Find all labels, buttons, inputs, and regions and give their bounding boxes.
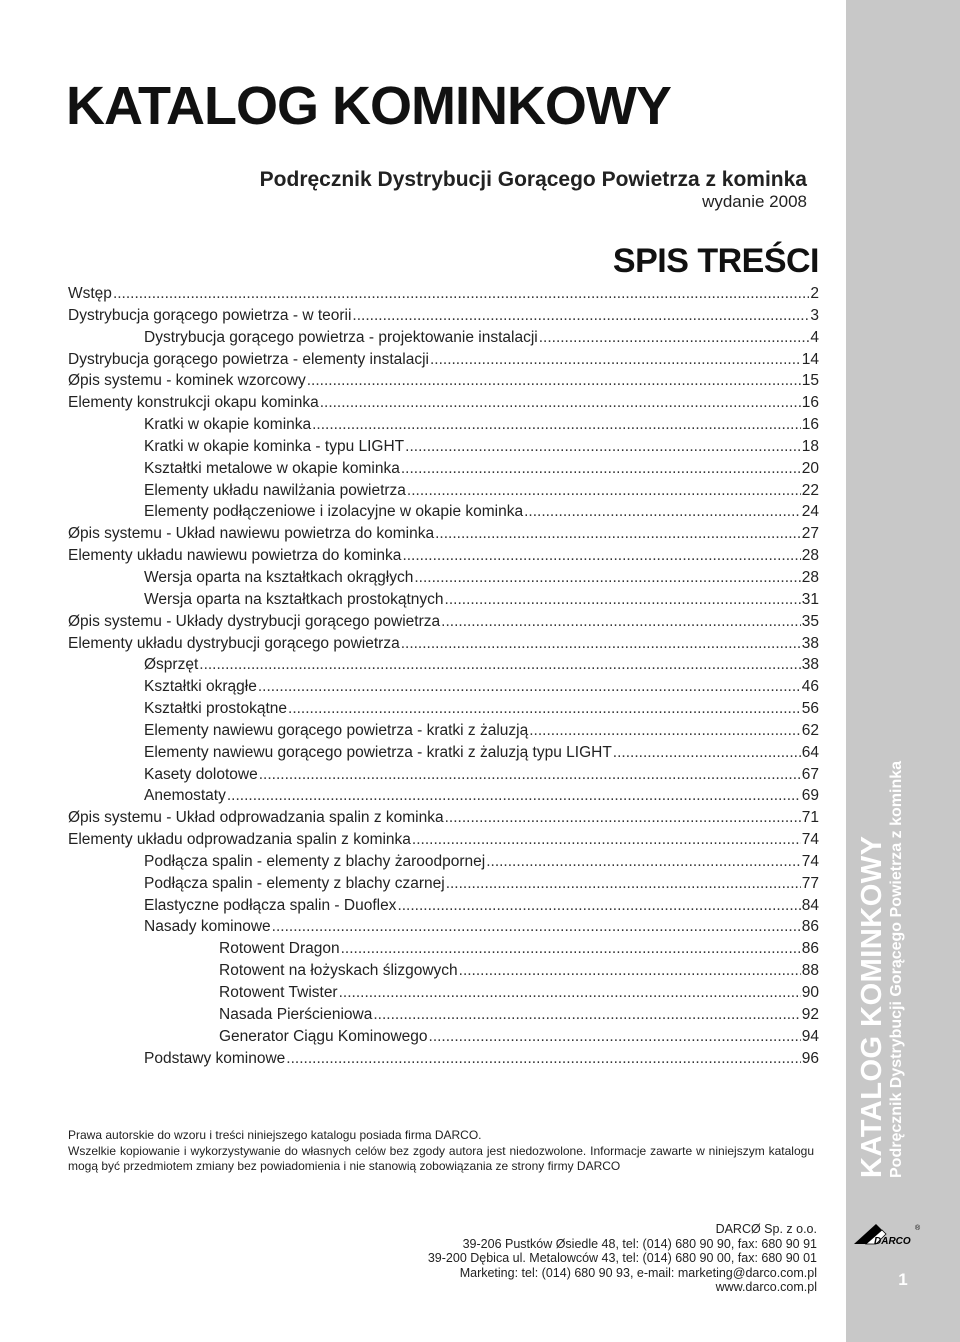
copyright-notice: [68, 1128, 814, 1175]
toc-entry-page: 28: [801, 547, 819, 565]
toc-entry-page: 14: [801, 350, 819, 368]
toc-entry-page: 3: [810, 306, 819, 324]
toc-entry[interactable]: [68, 1028, 819, 1050]
toc-leader-dots: [199, 656, 800, 674]
toc-entry-label: Podstawy kominowe: [144, 1049, 286, 1067]
toc-entry-page: 90: [801, 984, 819, 1001]
toc-entry-label: Dystrybucja gorącego powietrza - projektowanie instalacji: [144, 328, 538, 346]
toc-entry-page: 86: [801, 918, 819, 936]
toc-entry-label: Podłącza spalin - elementy z blachy żaroodpornej: [144, 852, 486, 870]
sidebar-vertical-title: [857, 761, 907, 1178]
toc-entry-label: Wstęp: [68, 285, 112, 302]
toc-leader-dots: [445, 591, 801, 609]
toc-entry[interactable]: [68, 897, 819, 919]
toc-entry-page: 88: [801, 962, 819, 980]
logo-text: DARCO: [874, 1236, 911, 1246]
toc-entry[interactable]: [68, 918, 819, 940]
toc-entry-page: 28: [801, 568, 819, 586]
toc-entry-label: Rotowent Twister: [219, 984, 338, 1001]
logo-registered: ®: [915, 1225, 921, 1232]
toc-entry[interactable]: [68, 525, 819, 547]
toc-entry[interactable]: [68, 1006, 819, 1028]
toc-entry-page: 20: [801, 459, 819, 477]
toc-entry[interactable]: [68, 416, 819, 438]
toc-leader-dots: [445, 809, 801, 827]
toc-entry[interactable]: [68, 962, 819, 984]
toc-entry-page: 22: [801, 481, 819, 499]
toc-entry-page: 24: [801, 503, 819, 521]
toc-leader-dots: [320, 394, 801, 412]
toc-entry[interactable]: [68, 372, 819, 394]
toc-entry-label: Elementy nawiewu gorącego powietrza - kratki z żaluzją: [144, 721, 529, 739]
toc-leader-dots: [401, 635, 801, 653]
toc-entry-page: 4: [810, 328, 819, 346]
toc-entry-page: 94: [801, 1027, 819, 1045]
toc-leader-dots: [414, 569, 800, 587]
toc-leader-dots: [259, 766, 801, 784]
toc-leader-dots: [459, 962, 801, 980]
toc-entry-label: Dystrybucja gorącego powietrza - w teorii: [68, 306, 352, 324]
toc-entry[interactable]: [68, 613, 819, 635]
toc-leader-dots: [339, 984, 801, 1002]
sidebar-subtitle: Podręcznik Dystrybucji Gorącego Powietrza z kominka: [888, 760, 905, 1178]
toc-entry-page: 74: [801, 831, 819, 849]
toc-leader-dots: [435, 525, 801, 543]
toc-entry[interactable]: [68, 809, 819, 831]
toc-entry-label: Øpis systemu - Układy dystrybucji gorącego powietrza: [68, 612, 441, 630]
toc-entry-label: Rotowent na łożyskach ślizgowych: [219, 962, 458, 980]
toc-entry-label: Elementy układu nawiewu powietrza do kominka: [68, 547, 402, 565]
toc-entry-label: Øpis systemu - Układ odprowadzania spalin z kominka: [68, 809, 444, 827]
toc-entry-label: Kształtki okrągłe: [144, 678, 257, 696]
company-name: DARCØ Sp. z o.o.: [715, 1222, 817, 1236]
toc-entry-page: 64: [801, 743, 819, 761]
toc-leader-dots: [613, 744, 801, 762]
toc-entry-label: Nasada Pierścieniowa: [219, 1005, 373, 1023]
toc-leader-dots: [352, 307, 809, 325]
toc-entry-label: Rotowent Dragon: [219, 940, 340, 958]
toc-leader-dots: [258, 678, 801, 696]
toc-entry[interactable]: [68, 984, 819, 1006]
toc-entry[interactable]: [68, 766, 819, 788]
toc-entry-label: Øpis systemu - Układ nawiewu powietrza do kominka: [68, 525, 435, 543]
toc-entry-label: Generator Ciągu Kominowego: [219, 1027, 428, 1045]
toc-leader-dots: [227, 787, 801, 805]
toc-entry-page: 56: [801, 700, 819, 718]
toc-entry-label: Kratki w okapie kominka - typu LIGHT: [144, 437, 405, 455]
toc-entry-label: Elementy układu odprowadzania spalin z kominka: [68, 831, 411, 849]
toc-entry[interactable]: [68, 351, 819, 373]
copyright-line: Wszelkie kopiowanie i wykorzystywanie do własnych celów bez zgody autora jest niedozwolone. Informacje zawarte w niniejszym katalogu mogą być przedmiotem zmiany bez powiadomienia i nie stanowią zobowiązania ze strony firmy DARCO: [68, 1143, 814, 1173]
toc-leader-dots: [429, 1028, 801, 1046]
toc-entry-page: 96: [801, 1049, 819, 1067]
toc-entry-page: 71: [801, 809, 819, 827]
toc-entry-label: Anemostaty: [144, 787, 226, 805]
toc-leader-dots: [397, 897, 800, 915]
toc-entry[interactable]: [68, 635, 819, 657]
toc-leader-dots: [272, 918, 801, 936]
edition-label: wydanie 2008: [702, 192, 807, 211]
toc-entry[interactable]: [68, 460, 819, 482]
toc-entry-page: 16: [801, 394, 819, 412]
toc-entry-label: Elementy układu dystrybucji gorącego powietrza: [68, 634, 400, 652]
company-info: [428, 1222, 817, 1295]
toc-entry-page: 38: [801, 634, 819, 652]
page-title: KATALOG KOMINKOWY: [66, 76, 671, 136]
toc-leader-dots: [441, 613, 801, 631]
toc-entry-page: 2: [810, 285, 819, 302]
toc-entry-page: 84: [801, 896, 819, 914]
toc-entry[interactable]: [68, 940, 819, 962]
toc-entry-page: 74: [801, 852, 819, 870]
toc-leader-dots: [412, 831, 801, 849]
toc-entry-label: Øpis systemu - kominek wzorcowy: [68, 372, 306, 390]
page-number: 1: [898, 1270, 908, 1289]
toc-entry[interactable]: [68, 831, 819, 853]
toc-heading: SPIS TREŚCI: [612, 242, 819, 280]
toc-entry-label: Elastyczne podłącza spalin - Duoflex: [144, 896, 397, 914]
toc-entry-label: Dystrybucja gorącego powietrza - elementy instalacji: [68, 350, 429, 368]
toc-entry-page: 67: [801, 765, 819, 783]
toc-entry[interactable]: [68, 438, 819, 460]
toc-entry[interactable]: [68, 787, 819, 809]
toc-entry-label: Wersja oparta na kształtkach okrągłych: [144, 568, 414, 586]
toc-entry[interactable]: [68, 503, 819, 525]
toc-entry[interactable]: [68, 875, 819, 897]
toc-entry-page: 31: [801, 590, 819, 608]
toc-entry[interactable]: [68, 307, 819, 329]
toc-entry[interactable]: [68, 394, 819, 416]
toc-leader-dots: [341, 940, 801, 958]
toc-leader-dots: [286, 1050, 800, 1068]
toc-leader-dots: [307, 372, 801, 390]
copyright-line: Prawa autorskie do wzoru i treści niniejszego katalogu posiada firma DARCO.: [68, 1128, 482, 1142]
toc-entry[interactable]: [68, 569, 819, 591]
toc-entry[interactable]: [68, 591, 819, 613]
toc-entry-label: Elementy podłączeniowe i izolacyjne w okapie kominka: [144, 503, 524, 521]
toc-entry-label: Kratki w okapie kominka: [144, 416, 312, 434]
toc-entry-page: 92: [801, 1005, 819, 1023]
toc-leader-dots: [407, 482, 801, 500]
toc-entry-page: 27: [801, 525, 819, 543]
toc-leader-dots: [373, 1006, 800, 1024]
toc-leader-dots: [405, 438, 801, 456]
toc-entry-page: 15: [801, 372, 819, 390]
toc-entry[interactable]: [68, 329, 819, 351]
toc-entry[interactable]: [68, 1050, 819, 1072]
toc-entry[interactable]: [68, 547, 819, 569]
toc-entry[interactable]: [68, 285, 819, 307]
toc-entry-page: 35: [801, 612, 819, 630]
toc-leader-dots: [539, 329, 810, 347]
toc-entry[interactable]: [68, 853, 819, 875]
toc-entry[interactable]: [68, 744, 819, 766]
table-of-contents: [68, 285, 819, 1071]
darco-logo: [852, 1222, 922, 1246]
toc-entry-label: Kasety dolotowe: [144, 765, 258, 783]
toc-entry-page: 77: [801, 874, 819, 892]
toc-entry-label: Elementy konstrukcji okapu kominka: [68, 394, 319, 412]
catalog-subtitle: Podręcznik Dystrybucji Gorącego Powietrza z kominka: [259, 168, 807, 191]
toc-entry-label: Wersja oparta na kształtkach prostokątnych: [144, 590, 444, 608]
toc-entry-page: 69: [801, 787, 819, 805]
toc-entry-page: 46: [801, 678, 819, 696]
toc-leader-dots: [524, 503, 801, 521]
toc-entry-label: Kształtki metalowe w okapie kominka: [144, 459, 400, 477]
toc-entry-label: Nasady kominowe: [144, 918, 271, 936]
toc-entry-page: 86: [801, 940, 819, 958]
toc-entry-label: Elementy nawiewu gorącego powietrza - kratki z żaluzją typu LIGHT: [144, 743, 612, 761]
toc-entry[interactable]: [68, 656, 819, 678]
toc-entry-label: Øsprzęt: [144, 656, 199, 674]
company-marketing: Marketing: tel: (014) 680 90 93, e-mail: marketing@darco.com.pl: [459, 1265, 817, 1280]
toc-entry[interactable]: [68, 482, 819, 504]
company-website[interactable]: www.darco.com.pl: [715, 1280, 817, 1294]
toc-entry[interactable]: [68, 722, 819, 744]
toc-leader-dots: [529, 722, 801, 740]
toc-entry-label: Kształtki prostokątne: [144, 700, 288, 718]
company-address: 39-200 Dębica ul. Metalowców 43, tel: (014) 680 90 00, fax: 680 90 01: [427, 1251, 817, 1265]
toc-entry-label: Podłącza spalin - elementy z blachy czarnej: [144, 874, 445, 892]
toc-leader-dots: [446, 875, 801, 893]
toc-entry-page: 38: [801, 656, 819, 674]
sidebar-title: KATALOG KOMINKOWY: [856, 835, 888, 1178]
toc-leader-dots: [402, 547, 800, 565]
toc-entry-page: 18: [801, 437, 819, 455]
toc-entry-label: Elementy układu nawilżania powietrza: [144, 481, 406, 499]
toc-leader-dots: [113, 285, 809, 303]
toc-leader-dots: [312, 416, 801, 434]
toc-entry[interactable]: [68, 700, 819, 722]
toc-leader-dots: [486, 853, 801, 871]
toc-leader-dots: [430, 351, 801, 369]
toc-leader-dots: [288, 700, 801, 718]
toc-entry-page: 62: [801, 721, 819, 739]
company-address: 39-206 Pustków Øsiedle 48, tel: (014) 680 90 90, fax: 680 90 91: [462, 1236, 817, 1251]
toc-entry-page: 16: [801, 416, 819, 434]
toc-entry[interactable]: [68, 678, 819, 700]
toc-leader-dots: [401, 460, 801, 478]
